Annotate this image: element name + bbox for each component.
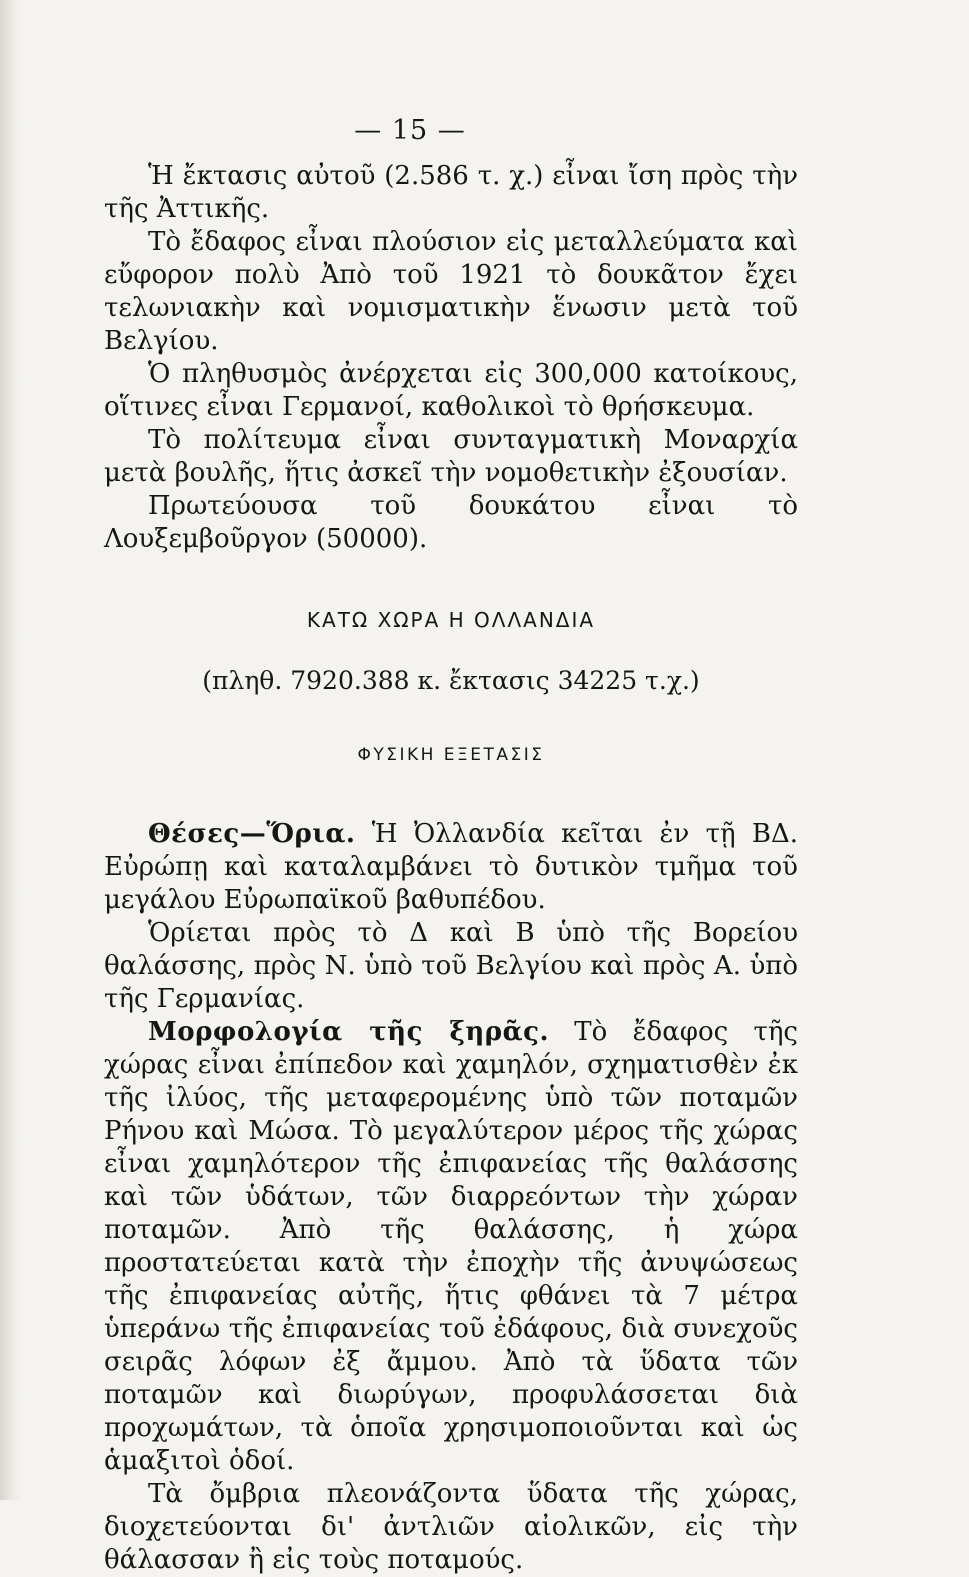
paragraph-position-text: Ἡ Ὀλλανδία κεῖται ἐν τῇ ΒΔ. Εὐρώπῃ καὶ καταλαμβάνει τὸ δυτικὸν τμῆμα τοῦ μεγάλου Εὐρωπαϊκοῦ βαθυπέδου.: [104, 819, 798, 915]
paragraph-borders: Ὁρίεται πρὸς τὸ Δ καὶ Β ὑπὸ τῆς Βορείου θαλάσσης, πρὸς Ν. ὑπὸ τοῦ Βελγίου καὶ πρὸς Α. ὑπὸ τῆς Γερμανίας.: [104, 918, 798, 1014]
paragraph-position: [104, 818, 798, 917]
paragraph-lead-morphology: Μορφολογία τῆς ξηρᾶς.: [148, 1017, 549, 1047]
page-number: — 15 —: [354, 115, 466, 146]
spine-shadow: [0, 0, 22, 1500]
subsection-title-physical: ΦΥΣΙΚΗ ΕΞΕΤΑΣΙΣ: [357, 745, 545, 765]
section-title-netherlands: ΚΑΤΩ ΧΩΡΑ Η ΟΛΛΑΝΔΙΑ: [306, 608, 596, 632]
paragraph-drainage: Τὰ ὄμβρια πλεονάζοντα ὕδατα τῆς χώρας, διοχετεύονται δι' ἀντλιῶν αἰολικῶν, εἰς τὴν θάλασσαν ἢ εἰς τοὺς ποταμούς.: [104, 1479, 798, 1575]
netherlands-physical-section: [104, 818, 798, 1577]
paragraph-lead-position: Θέσες—Ὅρια.: [148, 819, 356, 849]
luxembourg-section: [104, 160, 798, 556]
paragraph-capital: Πρωτεύουσα τοῦ δουκάτου εἶναι τὸ Λουξεμβοῦργον (50000).: [104, 491, 798, 554]
paragraph-government: Τὸ πολίτευμα εἶναι συνταγματικὴ Μοναρχία μετὰ βουλῆς, ἥτις ἀσκεῖ τὴν νομοθετικὴν ἐξουσίαν.: [104, 425, 798, 488]
paragraph-morphology: [104, 1016, 798, 1478]
paragraph-population: Ὁ πληθυσμὸς ἀνέρχεται εἰς 300,000 κατοίκους, οἵτινες εἶναι Γερμανοί, καθολικοὶ τὸ θρήσκευμα.: [104, 359, 798, 422]
paragraph-area: Ἡ ἔκτασις αὐτοῦ (2.586 τ. χ.) εἶναι ἴση πρὸς τὴν τῆς Ἀττικῆς.: [104, 161, 798, 224]
paragraph-morphology-text: Τὸ ἔδαφος τῆς χώρας εἶναι ἐπίπεδον καὶ χαμηλόν, σχηματισθὲν ἐκ τῆς ἰλύος, τῆς μεταφερομένης ὑπὸ τῶν ποταμῶν Ρήνου καὶ Μώσα. Τὸ μεγαλύτερον μέρος τῆς χώρας εἶναι χαμηλότερον τῆς ἐπιφανείας τῆς θαλάσσης καὶ τῶν ὑδάτων, τῶν διαρρεόντων τὴν χώραν ποταμῶν. Ἀπὸ τῆς θαλάσσης, ἡ χώρα προστατεύεται κατὰ τὴν ἐποχὴν τῆς ἀνυψώσεως τῆς ἐπιφανείας αὐτῆς, ἥτις φθάνει τὰ 7 μέτρα ὑπεράνω τῆς ἐπιφανείας τοῦ ἐδάφους, διὰ συνεχοῦς σειρᾶς λόφων ἐξ ἄμμου. Ἀπὸ τὰ ὕδατα τῶν ποταμῶν καὶ διωρύγων, προφυλάσσεται διὰ προχωμάτων, τὰ ὁποῖα χρησιμοποιοῦνται καὶ ὡς ἁμαξιτοὶ ὁδοί.: [104, 1017, 798, 1476]
paragraph-soil-union: Τὸ ἔδαφος εἶναι πλούσιον εἰς μεταλλεύματα καὶ εὔφορον πολὺ Ἀπὸ τοῦ 1921 τὸ δουκᾶτον ἔχει τελωνιακὴν καὶ νομισματικὴν ἕνωσιν μετὰ τοῦ Βελγίου.: [104, 227, 798, 356]
population-area-info: (πληθ. 7920.388 κ. ἔκτασις 34225 τ.χ.): [202, 666, 700, 695]
